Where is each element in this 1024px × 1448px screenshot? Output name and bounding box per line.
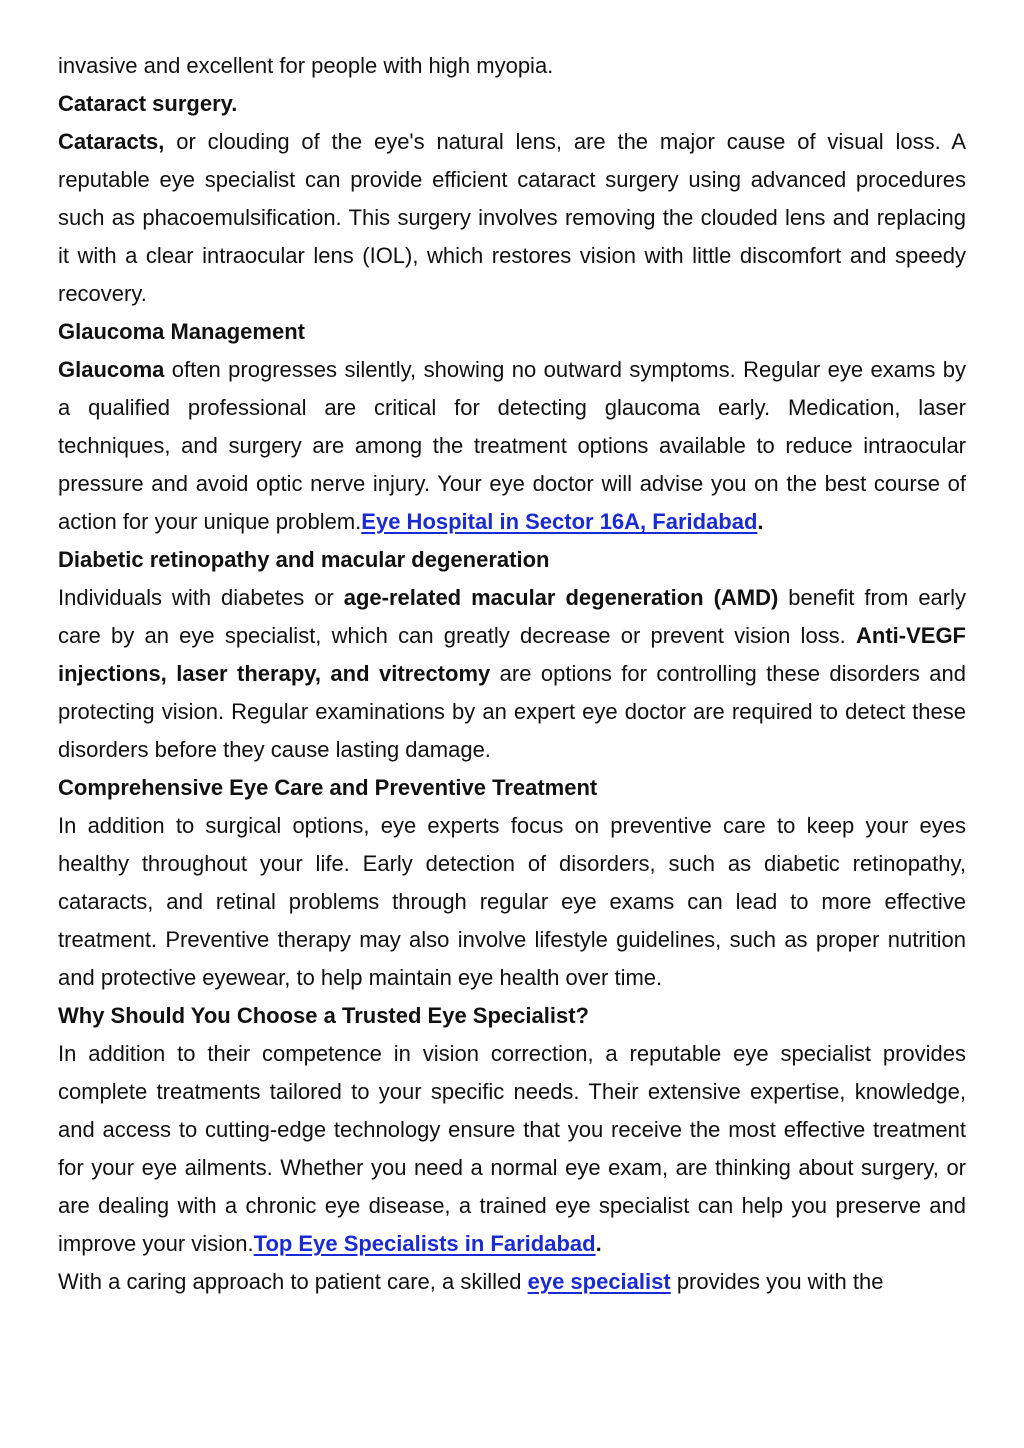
trusted-heading: Why Should You Choose a Trusted Eye Specialist? — [58, 1003, 589, 1028]
comprehensive-paragraph: In addition to surgical options, eye experts focus on preventive care to keep your eyes healthy throughout your life. Early detection of disorders, such as diabetic retinopathy, cataracts, and retinal problems through regular eye exams can lead to more effective treatment. Preventive therapy may also involve lifestyle guidelines, such as proper nutrition and protective eyewear, to help maintain eye health over time. — [58, 813, 966, 990]
cataract-body: or clouding of the eye's natural lens, are the major cause of visual loss. A reputable eye specialist can provide efficient cataract surgery using advanced procedures such as phacoemulsification. This surgery involves removing the clouded lens and replacing it with a clear intraocular lens (IOL), which restores vision with little discomfort and speedy recovery. — [58, 129, 966, 306]
glaucoma-paragraph — [58, 351, 966, 541]
eye-specialist-link[interactable]: eye specialist — [527, 1269, 671, 1294]
eye-hospital-link[interactable]: Eye Hospital in Sector 16A, Faridabad — [361, 509, 758, 534]
diabetic-bold-treatments: Anti-VEGF injections, laser therapy, and vitrectomy — [58, 623, 966, 686]
comprehensive-heading: Comprehensive Eye Care and Preventive Treatment — [58, 775, 598, 800]
top-eye-specialists-link[interactable]: Top Eye Specialists in Faridabad — [253, 1231, 596, 1256]
diabetic-heading: Diabetic retinopathy and macular degeneration — [58, 547, 550, 572]
cataract-heading: Cataract surgery. — [58, 91, 238, 116]
trusted-paragraph — [58, 1035, 966, 1263]
diabetic-text-3: are options for controlling these disorders and protecting vision. Regular examinations by an expert eye doctor are required to detect these disorders before they cause lasting damage. — [58, 661, 966, 762]
glaucoma-link-period: . — [757, 509, 764, 534]
closing-paragraph — [58, 1263, 966, 1301]
glaucoma-lead: Glaucoma — [58, 357, 165, 382]
cataract-paragraph — [58, 123, 966, 313]
cataract-lead: Cataracts, — [58, 129, 165, 154]
diabetic-text-2: benefit from early care by an eye specialist, which can greatly decrease or prevent vision loss. — [58, 585, 967, 648]
diabetic-bold-amd: age-related macular degeneration (AMD) — [343, 585, 779, 610]
closing-text-1: With a caring approach to patient care, a skilled — [58, 1269, 528, 1294]
trusted-body: In addition to their competence in vision correction, a reputable eye specialist provides complete treatments tailored to your specific needs. Their extensive expertise, knowledge, and access to cutting-edge technology ensure that you receive the most effective treatment for your eye ailments. Whether you need a normal eye exam, are thinking about surgery, or are dealing with a chronic eye disease, a trained eye specialist can help you preserve and improve your vision. — [58, 1041, 966, 1256]
glaucoma-heading: Glaucoma Management — [58, 319, 305, 344]
diabetic-paragraph — [58, 579, 966, 769]
glaucoma-body: often progresses silently, showing no outward symptoms. Regular eye exams by a qualified professional are critical for detecting glaucoma early. Medication, laser techniques, and surgery are among the treatment options available to reduce intraocular pressure and avoid optic nerve injury. Your eye doctor will advise you on the best course of action for your unique problem. — [58, 357, 966, 534]
diabetic-text-1: Individuals with diabetes or — [58, 585, 344, 610]
trusted-link-period: . — [595, 1231, 602, 1256]
intro-tail-text: invasive and excellent for people with high myopia. — [58, 53, 554, 78]
closing-text-2: provides you with the — [670, 1269, 884, 1294]
